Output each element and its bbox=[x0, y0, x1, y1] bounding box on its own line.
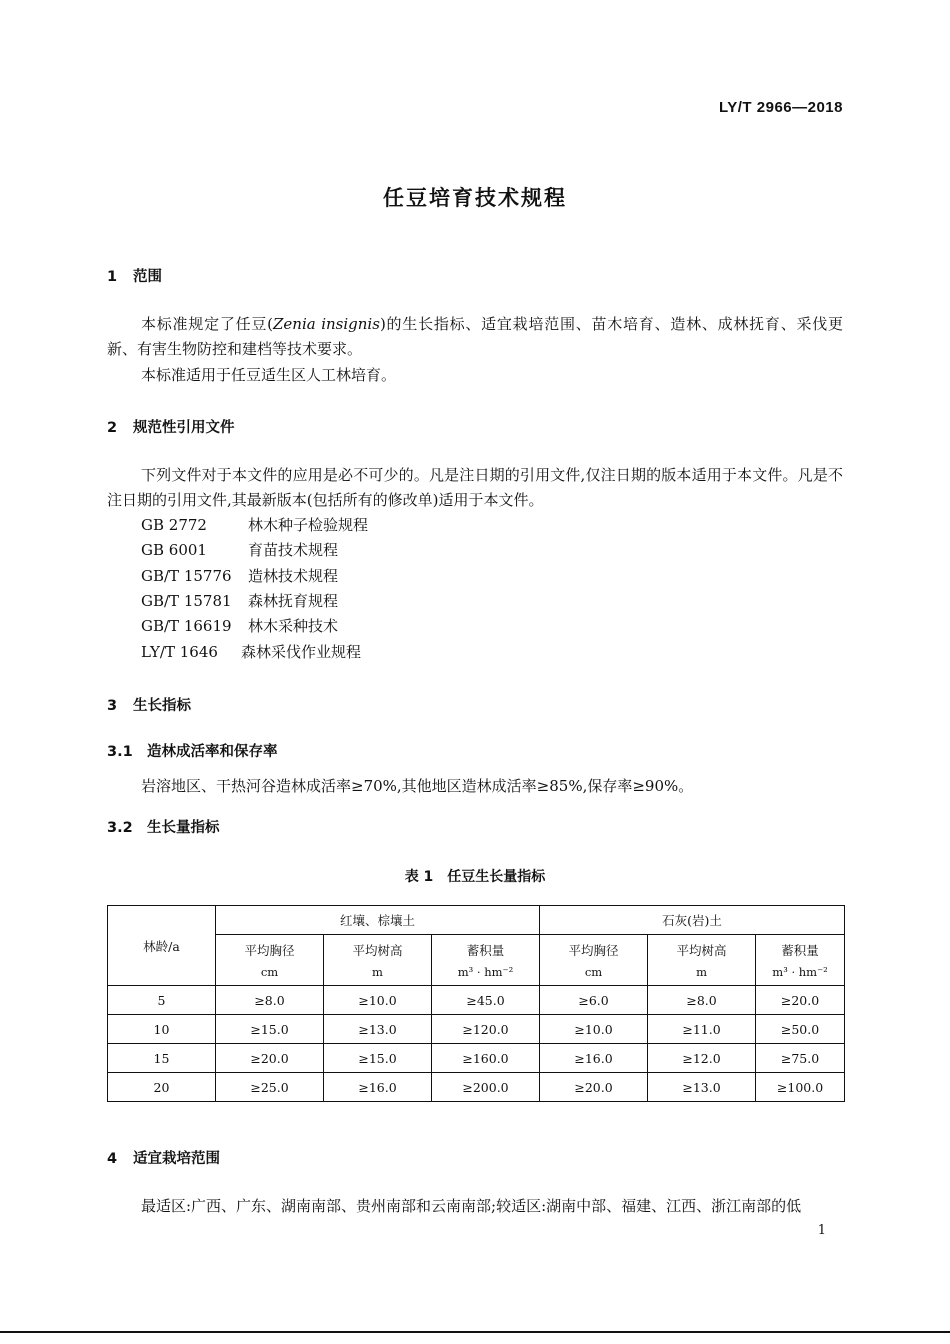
column-name: 蓄积量 bbox=[466, 943, 505, 958]
reference-code: GB/T 16619 bbox=[141, 617, 232, 635]
column-unit: m bbox=[372, 965, 383, 979]
section-title: 造林成活率和保存率 bbox=[147, 744, 278, 760]
reference-item bbox=[141, 614, 338, 639]
age-cell: 10 bbox=[108, 1015, 216, 1044]
reference-title: 林木种子检验规程 bbox=[248, 516, 369, 534]
value-cell: ≥20.0 bbox=[540, 1073, 648, 1102]
age-header: 林龄/a bbox=[108, 906, 216, 986]
value-cell: ≥20.0 bbox=[216, 1044, 324, 1073]
reference-title: 林木采种技术 bbox=[248, 617, 339, 635]
section-title: 规范性引用文件 bbox=[133, 420, 235, 436]
reference-code: GB/T 15776 bbox=[141, 567, 232, 585]
column-header bbox=[432, 935, 540, 986]
value-cell: ≥25.0 bbox=[216, 1073, 324, 1102]
section-number: 2 bbox=[107, 420, 118, 436]
column-name: 平均树高 bbox=[676, 943, 727, 958]
column-header bbox=[756, 935, 845, 986]
reference-title: 造林技术规程 bbox=[248, 567, 339, 585]
growth-index-table bbox=[107, 905, 845, 1102]
section-1-heading bbox=[107, 265, 162, 286]
value-cell: ≥8.0 bbox=[216, 986, 324, 1015]
page-number: 1 bbox=[817, 1223, 826, 1238]
section-4-paragraph: 最适区:广西、广东、湖南南部、贵州南部和云南南部;较适区:湖南中部、福建、江西、浙江南部的低 bbox=[141, 1197, 802, 1215]
reference-code: GB/T 15781 bbox=[141, 592, 232, 610]
reference-title: 森林抚育规程 bbox=[248, 592, 339, 610]
column-unit: m³ · hm⁻² bbox=[457, 965, 514, 979]
bottom-border bbox=[0, 1331, 950, 1333]
section-number: 3.2 bbox=[107, 820, 133, 836]
age-cell: 5 bbox=[108, 986, 216, 1015]
section-2-paragraph-1: 下列文件对于本文件的应用是必不可少的。凡是注日期的引用文件,仅注日期的版本适用于本文件。凡是不注日期的引用文件,其最新版本(包括所有的修改单)适用于本文件。 bbox=[107, 466, 843, 509]
column-unit: m³ · hm⁻² bbox=[772, 965, 828, 979]
table-caption: 表 1 任豆生长量指标 bbox=[404, 869, 546, 885]
table-row bbox=[108, 1044, 845, 1073]
text-run: 本标准规定了任豆( bbox=[141, 315, 273, 333]
reference-item bbox=[141, 564, 338, 589]
value-cell: ≥120.0 bbox=[432, 1015, 540, 1044]
value-cell: ≥75.0 bbox=[756, 1044, 845, 1073]
section-1-paragraph-2: 本标准适用于任豆适生区人工林培育。 bbox=[141, 366, 397, 384]
reference-item bbox=[141, 589, 338, 614]
value-cell: ≥50.0 bbox=[756, 1015, 845, 1044]
value-cell: ≥16.0 bbox=[540, 1044, 648, 1073]
value-cell: ≥6.0 bbox=[540, 986, 648, 1015]
reference-title: 育苗技术规程 bbox=[248, 541, 339, 559]
section-title: 范围 bbox=[133, 269, 162, 285]
value-cell: ≥200.0 bbox=[432, 1073, 540, 1102]
section-3-1-heading bbox=[107, 740, 278, 761]
standard-code: LY/T 2966—2018 bbox=[718, 99, 843, 116]
section-title: 生长指标 bbox=[133, 698, 191, 714]
reference-title: 森林采伐作业规程 bbox=[241, 643, 362, 661]
reference-code: GB 6001 bbox=[141, 541, 207, 559]
value-cell: ≥13.0 bbox=[324, 1015, 432, 1044]
value-cell: ≥11.0 bbox=[648, 1015, 756, 1044]
section-number: 4 bbox=[107, 1151, 118, 1167]
reference-code: LY/T 1646 bbox=[141, 643, 218, 661]
section-title: 生长量指标 bbox=[147, 820, 220, 836]
reference-code: GB 2772 bbox=[141, 516, 207, 534]
value-cell: ≥15.0 bbox=[216, 1015, 324, 1044]
column-unit: m bbox=[696, 965, 707, 979]
section-3-2-heading bbox=[107, 816, 220, 837]
table-row bbox=[108, 986, 845, 1015]
section-3-1-paragraph: 岩溶地区、干热河谷造林成活率≥70%,其他地区造林成活率≥85%,保存率≥90%。 bbox=[141, 777, 694, 795]
value-cell: ≥10.0 bbox=[324, 986, 432, 1015]
column-unit: cm bbox=[260, 965, 279, 979]
text-run: )的生长指标、适宜栽培范围、苗木培育、造林、成林抚育、采伐更新、有害生物防控和建档等技术要求。 bbox=[107, 315, 843, 358]
soil-group-limestone: 石灰(岩)土 bbox=[540, 906, 845, 935]
age-cell: 15 bbox=[108, 1044, 216, 1073]
column-header bbox=[540, 935, 648, 986]
value-cell: ≥16.0 bbox=[324, 1073, 432, 1102]
column-name: 平均树高 bbox=[352, 943, 403, 958]
soil-group-red-brown: 红壤、棕壤土 bbox=[216, 906, 540, 935]
section-number: 1 bbox=[107, 269, 118, 285]
value-cell: ≥10.0 bbox=[540, 1015, 648, 1044]
document-title: 任豆培育技术规程 bbox=[383, 186, 567, 210]
value-cell: ≥100.0 bbox=[756, 1073, 845, 1102]
section-number: 3.1 bbox=[107, 744, 133, 760]
value-cell: ≥8.0 bbox=[648, 986, 756, 1015]
column-name: 平均胸径 bbox=[244, 943, 295, 958]
section-title: 适宜栽培范围 bbox=[133, 1151, 220, 1167]
table-row bbox=[108, 1073, 845, 1102]
column-header bbox=[216, 935, 324, 986]
scientific-name: Zenia insignis bbox=[272, 315, 380, 333]
reference-item bbox=[141, 513, 368, 538]
column-name: 平均胸径 bbox=[568, 943, 619, 958]
value-cell: ≥15.0 bbox=[324, 1044, 432, 1073]
section-4-heading bbox=[107, 1147, 220, 1168]
reference-item bbox=[141, 640, 361, 665]
value-cell: ≥13.0 bbox=[648, 1073, 756, 1102]
section-3-heading bbox=[107, 694, 191, 715]
reference-item bbox=[141, 538, 338, 563]
value-cell: ≥20.0 bbox=[756, 986, 845, 1015]
column-header bbox=[648, 935, 756, 986]
section-2-heading bbox=[107, 416, 235, 437]
value-cell: ≥45.0 bbox=[432, 986, 540, 1015]
section-1-paragraph-1 bbox=[107, 312, 843, 362]
section-number: 3 bbox=[107, 698, 118, 714]
table-row bbox=[108, 1015, 845, 1044]
value-cell: ≥160.0 bbox=[432, 1044, 540, 1073]
column-header bbox=[324, 935, 432, 986]
column-unit: cm bbox=[584, 965, 603, 979]
value-cell: ≥12.0 bbox=[648, 1044, 756, 1073]
age-cell: 20 bbox=[108, 1073, 216, 1102]
column-name: 蓄积量 bbox=[781, 943, 819, 958]
